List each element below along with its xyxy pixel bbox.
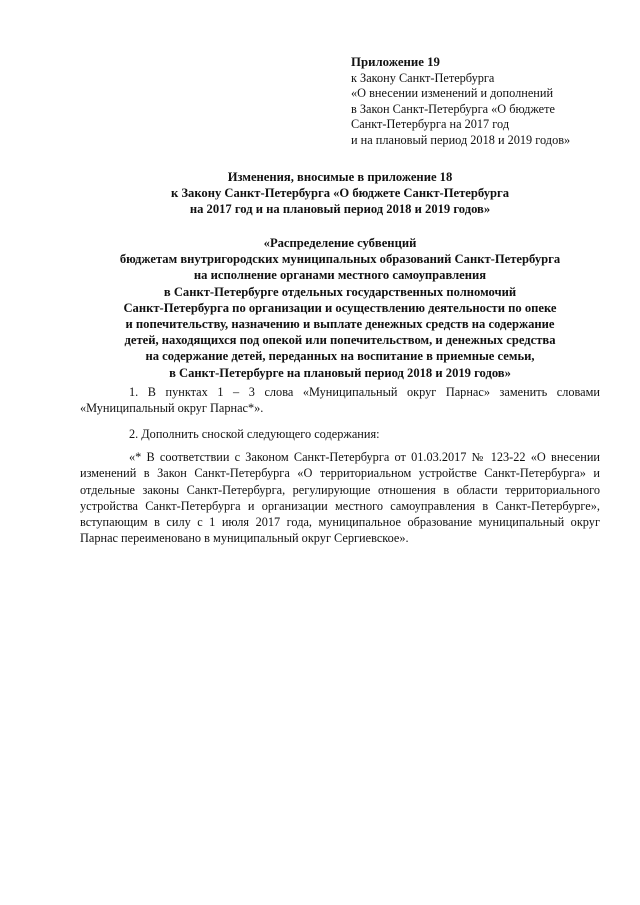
appendix-header [351, 55, 621, 149]
appendix-line: Санкт-Петербурга на 2017 год [351, 117, 510, 132]
footnote-line: вступающим в силу с 1 июля 2017 года, муниципальное образование муниципальный округ [80, 515, 600, 530]
changes-title [90, 169, 590, 218]
appendix-line: в Закон Санкт-Петербурга «О бюджете [351, 101, 555, 116]
changes-title-line: Изменения, вносимые в приложение 18 [227, 170, 453, 184]
appendix-line: и на плановый период 2018 и 2019 годов» [351, 132, 571, 147]
changes-title-line: к Закону Санкт-Петербурга «О бюджете Санкт-Петербурга [170, 186, 510, 201]
footnote-line: отдельные законы Санкт-Петербурга, регулирующие отношения в области территориального [80, 482, 600, 497]
footnote-text [80, 449, 600, 547]
distribution-title-line: в Санкт-Петербурге на плановый период 2018 и 2019 годов» [169, 365, 511, 380]
changes-title-line: на 2017 год и на плановый период 2018 и 2019 годов» [189, 202, 491, 217]
distribution-title-line: в Санкт-Петербурге отдельных государственных полномочий [163, 284, 517, 299]
paragraph-2: 2. Дополнить сноской следующего содержания: [129, 427, 380, 441]
paragraph-1-line-1: 1. В пунктах 1 – 3 слова «Муниципальный округ Парнас» заменить словами [129, 385, 600, 399]
footnote-line: «* В соответствии с Законом Санкт-Петербурга от 01.03.2017 № 123-22 «О внесении [129, 450, 600, 464]
paragraph-1 [80, 384, 600, 417]
distribution-title-line: детей, находящихся под опекой или попечительством, и денежных средства [124, 333, 556, 348]
appendix-title: Приложение 19 [351, 55, 440, 69]
footnote-line: Парнас переименовано в муниципальный округ Сергиевское». [80, 531, 409, 546]
distribution-title-line: Санкт-Петербурга по организации и осуществлению деятельности по опеке [123, 300, 557, 315]
distribution-title-line: и попечительству, назначению и выплате денежных средств на содержание [125, 317, 555, 332]
appendix-line: к Закону Санкт-Петербурга [351, 70, 495, 85]
footnote-line: изменений в Закон Санкт-Петербурга «О территориальном устройстве Санкт-Петербурга» и [80, 466, 600, 481]
distribution-title-line: на исполнение органами местного самоуправления [193, 268, 487, 283]
distribution-title-line: «Распределение субвенций [263, 236, 417, 250]
paragraph-1-line-2: «Муниципальный округ Парнас*». [80, 401, 264, 416]
distribution-title [88, 235, 592, 381]
distribution-title-line: на содержание детей, переданных на воспитание в приемные семьи, [145, 349, 535, 364]
distribution-title-line: бюджетам внутригородских муниципальных образований Санкт-Петербурга [119, 252, 561, 267]
footnote-line: устройства Санкт-Петербурга и организации местного самоуправления в Санкт-Петербурге», [80, 498, 600, 513]
appendix-line: «О внесении изменений и дополнений [351, 86, 554, 101]
